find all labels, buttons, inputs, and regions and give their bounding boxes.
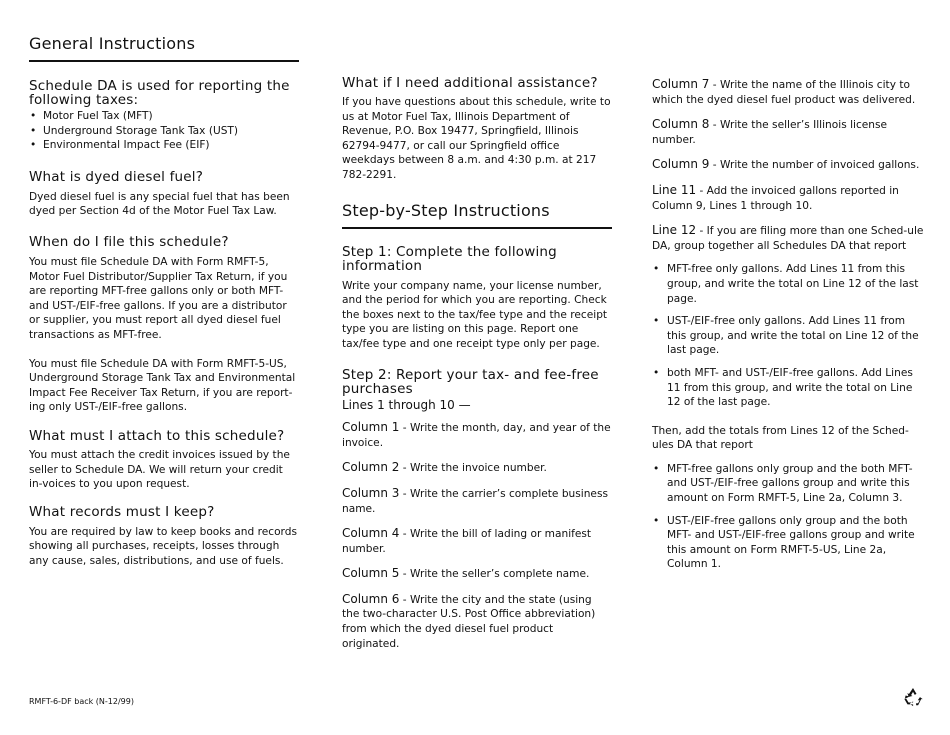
lines-label: Lines 1 through 10 —	[342, 397, 471, 412]
tax-list	[29, 109, 299, 153]
column-2-instruction: Column 2 - Write the invoice number.	[342, 460, 547, 475]
when-text-1: You must file Schedule DA with Form RMFT-5, Motor Fuel Distributor/Supplier Tax Return, if you are reporting MFT-free gallons only or both MFT- and UST-/EIF-free gallons. If you are a distributor or supplier, you must report all dyed diesel fuel transactions as MFT-free.	[29, 255, 288, 341]
list-item: • MFT-free gallons only group and the both MFT- and UST-/EIF-free gallons group and write this amount on Form RMFT-5, Line 2a, Column 3.	[652, 462, 924, 506]
column-1-instruction: Column 1 - Write the month, day, and year of the invoice.	[342, 420, 611, 449]
then-list	[652, 462, 924, 572]
column-6-instruction: Column 6 - Write the city and the state (using the two-character U.S. Post Office abbreviation) from which the dyed diesel fuel product originated.	[342, 591, 596, 650]
column-4-instruction: Column 4 - Write the bill of lading or manifest number.	[342, 526, 592, 555]
page-title: General Instructions	[29, 34, 299, 62]
dyed-text: Dyed diesel fuel is any special fuel that has been dyed per Section 4d of the Motor Fuel Tax Law.	[29, 190, 290, 218]
then-text: Then, add the totals from Lines 12 of the Sched-ules DA that report	[652, 424, 909, 452]
column-3-instruction: Column 3 - Write the carrier’s complete business name.	[342, 485, 608, 515]
assistance-heading: What if I need additional assistance?	[342, 75, 598, 91]
list-item: • MFT-free only gallons. Add Lines 11 from this group, and write the total on Line 12 of the last page.	[652, 262, 924, 306]
dyed-heading: What is dyed diesel fuel?	[29, 168, 204, 185]
list-item: • both MFT- and UST-/EIF-free gallons. Add Lines 11 from this group, and write the total on Line 12 of the last page.	[652, 366, 924, 410]
line-column	[652, 77, 924, 580]
list-item: • Motor Fuel Tax (MFT)	[29, 109, 299, 124]
recycle-icon	[902, 686, 924, 708]
step-column	[342, 76, 612, 651]
records-text: You are required by law to keep books and records showing all purchases, receipts, losses through any cause, sales, distributions, and use of fuels.	[29, 525, 297, 567]
step2-heading: Step 2: Report your tax- and fee-free purchases	[342, 366, 599, 397]
line-12-list	[652, 262, 924, 409]
assistance-text: If you have questions about this schedule, write to us at Motor Fuel Tax, Illinois Department of Revenue, P.O. Box 19477, Springfield, Illinois 62794-9477, or call our Springfield office weekdays between 8 a.m. and 4:30 p.m. at 217 782-2291.	[342, 96, 611, 181]
steps-title: Step-by-Step Instructions	[342, 201, 612, 229]
column-9-instruction: Column 9 - Write the number of invoiced gallons.	[652, 157, 920, 172]
list-item: • UST-/EIF-free gallons only group and the both MFT- and UST-/EIF-free gallons group and write this amount on Form RMFT-5-US, Line 2a, Column 1.	[652, 514, 924, 572]
column-8-instruction: Column 8 - Write the seller’s Illinois license number.	[652, 117, 888, 146]
line-12-instruction: Line 12 - If you are filing more than one Sched-ule DA, group together all Schedules DA that report	[652, 223, 924, 252]
column-5-instruction: Column 5 - Write the seller’s complete name.	[342, 566, 590, 581]
column-7-instruction: Column 7 - Write the name of the Illinois city to which the dyed diesel fuel product was delivered.	[652, 77, 916, 106]
step1-text: Write your company name, your license number, and the period for which you are reporting. Check the boxes next to the tax/fee type and the receipt type you are listing on this page. Report one tax/fee type and one receipt type only per page.	[342, 279, 608, 350]
list-item: • Environmental Impact Fee (EIF)	[29, 138, 299, 153]
when-heading: When do I file this schedule?	[29, 233, 229, 250]
form-id: RMFT-6-DF back (N-12/99)	[29, 697, 134, 706]
line-11-instruction: Line 11 - Add the invoiced gallons reported in Column 9, Lines 1 through 10.	[652, 182, 899, 212]
attach-heading: What must I attach to this schedule?	[29, 427, 285, 444]
list-item: • Underground Storage Tank Tax (UST)	[29, 124, 299, 139]
step1-heading: Step 1: Complete the following information	[342, 243, 557, 274]
attach-text: You must attach the credit invoices issued by the seller to Schedule DA. We will return your credit in-voices to you upon request.	[29, 448, 290, 491]
general-instructions-column	[29, 30, 299, 568]
schedule-heading: Schedule DA is used for reporting the following taxes:	[29, 78, 290, 108]
when-text-2: You must file Schedule DA with Form RMFT-5-US, Underground Storage Tank Tax and Environmental Impact Fee Receiver Tax Return, if you are report-ing only UST-/EIF-free gallons.	[29, 357, 296, 414]
list-item: • UST-/EIF-free only gallons. Add Lines 11 from this group, and write the total on Line 12 of the last page.	[652, 314, 924, 358]
records-heading: What records must I keep?	[29, 503, 215, 520]
